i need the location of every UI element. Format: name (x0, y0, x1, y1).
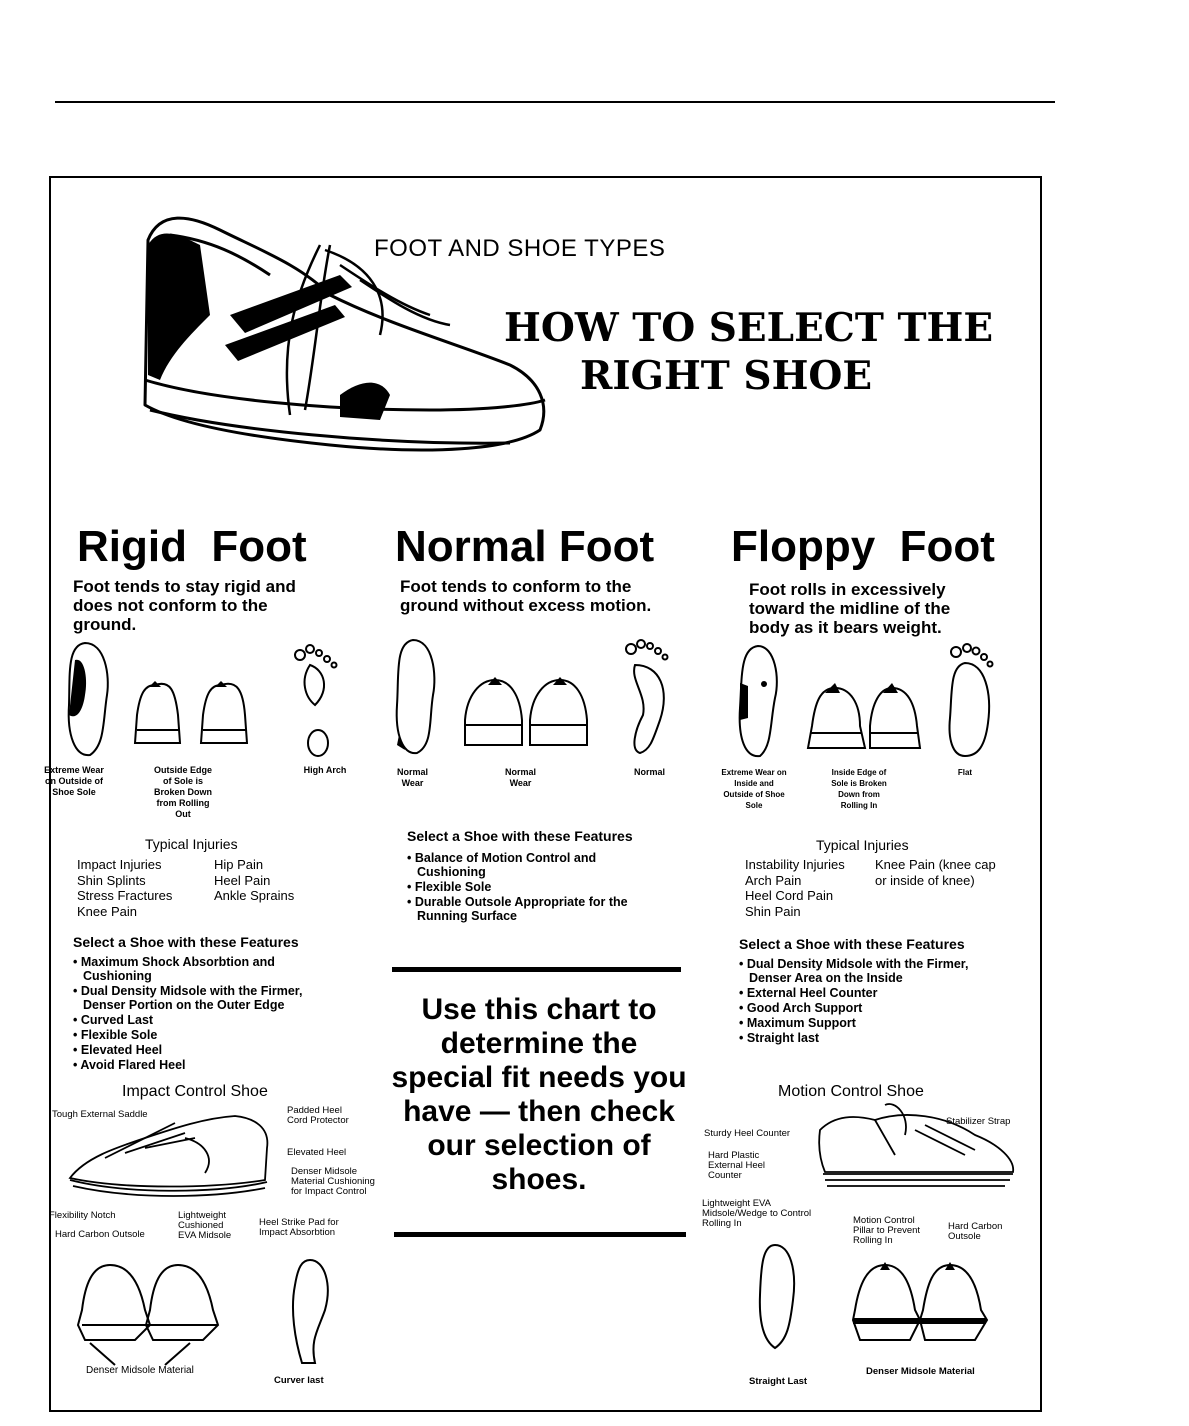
callout-rule-top (392, 967, 681, 972)
impact-control-shoe-title: Impact Control Shoe (122, 1083, 268, 1100)
label-hard-plastic-counter: Hard Plastic External Heel Counter (708, 1150, 766, 1181)
floppy-injuries-title: Typical Injuries (816, 837, 909, 853)
label-hard-carbon-outsole: Hard Carbon Outsole (55, 1229, 145, 1240)
rigid-injuries-title: Typical Injuries (145, 836, 238, 852)
normal-features-title: Select a Shoe with these Features (407, 828, 633, 844)
list-item: • Maximum Shock Absorbtion and Cushioning (73, 955, 275, 983)
label-lightweight-eva: Lightweight Cushioned EVA Midsole (178, 1210, 232, 1241)
rigid-features-title: Select a Shoe with these Features (73, 934, 299, 950)
label-stabilizer-strap: Stabilizer Strap (946, 1116, 1011, 1127)
list-item: • Durable Outsole Appropriate for the Running Surface (407, 895, 628, 923)
floppy-caption-wear: Extreme Wear on Inside and Outside of Shoe Sole (721, 768, 787, 810)
title-line-1: HOW TO SELECT THE (504, 305, 994, 351)
label-sturdy-heel-counter: Sturdy Heel Counter (704, 1128, 791, 1139)
list-item: • Dual Density Midsole with the Firmer, Denser Portion on the Outer Edge (73, 984, 303, 1012)
list-item: • Dual Density Midsole with the Firmer, Denser Area on the Inside (739, 957, 969, 985)
rigid-caption-outside-edge: Outside Edge of Sole is Broken Down from Rolling Out (153, 765, 212, 819)
top-rule (55, 101, 1055, 103)
rigid-features-list (73, 955, 333, 1073)
rigid-caption-wear: Extreme Wear on Outside of Shoe Sole (44, 765, 104, 797)
rigid-injuries-left: Impact Injuries Shin Splints Stress Fractures Knee Pain (77, 857, 173, 919)
label-padded-heel: Padded Heel Cord Protector (287, 1105, 349, 1126)
chart-subtitle: FOOT AND SHOE TYPES (374, 235, 666, 262)
motion-control-shoe-title: Motion Control Shoe (778, 1083, 924, 1100)
list-item: • Avoid Flared Heel (73, 1058, 186, 1072)
rigid-injuries-right: Hip Pain Heel Pain Ankle Sprains (214, 857, 295, 903)
floppy-bottom-diagrams (745, 1240, 1005, 1360)
label-straight-last: Straight Last (749, 1376, 808, 1387)
normal-caption-wear-2: Normal Wear (504, 767, 536, 788)
label-lightweight-eva-wedge: Lightweight EVA Midsole/Wedge to Control Rolling In (702, 1198, 812, 1229)
rigid-caption-high-arch: High Arch (303, 765, 347, 775)
rigid-foot-heading: Rigid Foot (77, 522, 307, 571)
list-item: • Flexible Sole (73, 1028, 158, 1042)
floppy-foot-description: Foot rolls in excessively toward the midline of the body as it bears weight. (749, 580, 951, 637)
rigid-foot-description: Foot tends to stay rigid and does not conform to the ground. (73, 577, 296, 634)
floppy-foot-heading: Floppy Foot (731, 522, 995, 571)
floppy-features-title: Select a Shoe with these Features (739, 936, 965, 952)
label-hard-carbon-outsole-2: Hard Carbon Outsole (948, 1221, 1003, 1242)
normal-foot-description: Foot tends to conform to the ground without excess motion. (400, 577, 652, 615)
label-curver-last: Curver last (274, 1375, 324, 1386)
list-item: • Curved Last (73, 1013, 154, 1027)
floppy-caption-inside-edge: Inside Edge of Sole is Broken Down from Rolling In (831, 768, 887, 810)
impact-control-shoe-icon (65, 1108, 275, 1203)
rigid-foot-diagrams (55, 635, 355, 765)
floppy-features-list (739, 957, 984, 1046)
list-item: • External Heel Counter (739, 986, 878, 1000)
normal-foot-diagrams (385, 635, 685, 765)
label-denser-midsole-material: Denser Midsole Material (86, 1365, 194, 1376)
callout-text: Use this chart to determine the special fit needs you have — then check our selection of shoes. (391, 993, 687, 1196)
normal-caption-normal: Normal (633, 767, 665, 777)
label-denser-midsole: Denser Midsole Material Cushioning for Impact Control (291, 1166, 375, 1197)
normal-caption-wear: Normal Wear (396, 767, 428, 788)
list-item: • Elevated Heel (73, 1043, 163, 1057)
list-item: • Balance of Motion Control and Cushioning (407, 851, 597, 879)
rigid-bottom-diagrams (70, 1255, 350, 1370)
chart-title (504, 304, 993, 400)
list-item: • Maximum Support (739, 1016, 856, 1030)
motion-control-shoe-icon (815, 1100, 1020, 1195)
floppy-injuries-left: Instability Injuries Arch Pain Heel Cord Pain Shin Pain (745, 857, 845, 919)
label-elevated-heel: Elevated Heel (287, 1147, 347, 1158)
floppy-injuries-right: Knee Pain (knee cap or inside of knee) (875, 857, 996, 888)
title-line-2: RIGHT SHOE (580, 353, 873, 399)
floppy-caption-flat: Flat (957, 768, 973, 777)
list-item: • Flexible Sole (407, 880, 492, 894)
floppy-foot-diagrams (720, 638, 1010, 763)
list-item: • Straight last (739, 1031, 820, 1045)
label-denser-midsole-material-2: Denser Midsole Material (866, 1366, 975, 1377)
list-item: • Good Arch Support (739, 1001, 863, 1015)
normal-foot-heading: Normal Foot (395, 522, 655, 571)
label-heel-strike-pad: Heel Strike Pad for Impact Absorbtion (259, 1217, 339, 1238)
label-tough-saddle: Tough External Saddle (52, 1109, 148, 1120)
label-motion-control-pillar: Motion Control Pillar to Prevent Rolling In (853, 1215, 921, 1246)
normal-features-list (407, 851, 662, 924)
label-flexibility-notch: Flexibility Notch (49, 1210, 116, 1221)
callout-rule-bottom (394, 1232, 686, 1237)
